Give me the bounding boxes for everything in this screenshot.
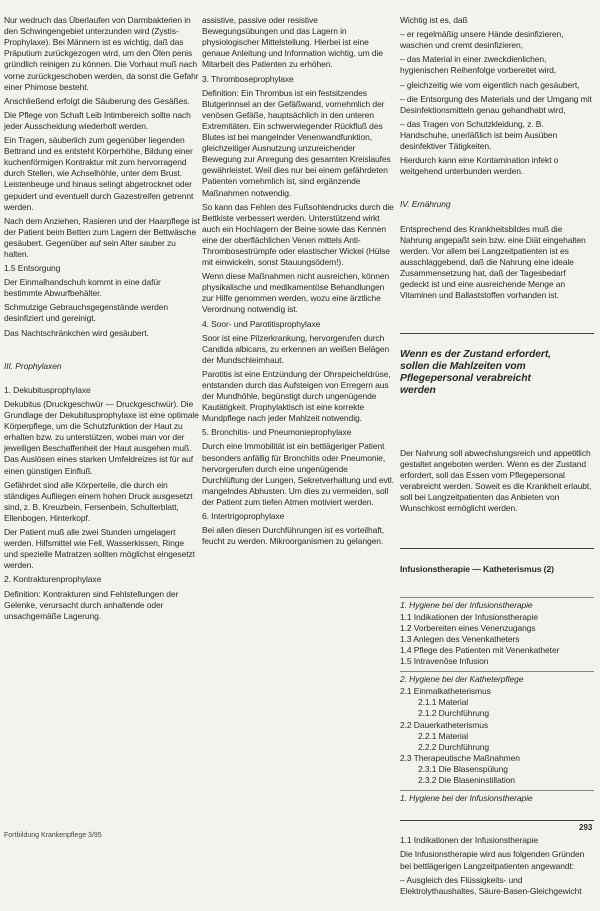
paragraph: Wenn diese Maßnahmen nicht ausreichen, können physikalische und medikamentöse Behandlungen zur Hilfe genommen werden, wozu eine ärztliche Verordnung notwendig ist.: [202, 271, 390, 315]
paragraph: 5. Bronchitis- und Pneumonieprophylaxe: [202, 427, 352, 438]
paragraph: – die Entsorgung des Materials und der Umgang mit Desinfektionsmitteln genau gehandhabt wird,: [400, 93, 592, 115]
paragraph: Die Pflege von Schaft Leib Intimbereich sollte nach jeder Ausscheidung wiederholt werden.: [4, 109, 191, 131]
contents-section-heading: 1. Hygiene bei der Infusionstherapie: [400, 597, 594, 611]
column-left: [4, 4, 200, 636]
paragraph: 6. Intertrigoprophylaxe: [202, 511, 285, 522]
contents-section-heading: 1. Hygiene bei der Infusionstherapie: [400, 790, 594, 804]
column-middle: [202, 4, 394, 561]
paragraph: Ein Tragen, säuberlich zum gegenüber liegenden Bettrand und es entsteht Körperhöhe, Bildung einer kuchenförmigen Kontraktur mit zum hervorragend durch Stellen, wie Achselhöhle, unter dem Brust. Leistenbeuge und hinaus selingt abgetrocknet oder gepudert und eventuell durch Gazestreifen getrennt werden.: [4, 135, 194, 212]
paragraph: Schmutzige Gebrauchsgegenstände werden desinfiziert und gereinigt.: [4, 302, 168, 324]
paragraph: So kann das Fehlen des Fußsohlendrucks durch die Bettkiste verbessert werden. Unterstützend wirkt auch ein Hochlagern der Beine sowie das Kennen eine der oberflächlichen Venen mittels Anti-Thrombosestrümpfe oder elastischer Wickel (Hülse mit einwickeln, sonst Stauungsödem!).: [202, 201, 394, 268]
paragraph: 2. Kontrakturenprophylaxe: [4, 574, 102, 585]
paragraph: Hierdurch kann eine Kontamination infekt o weitgehend unterbunden werden.: [400, 155, 559, 177]
contents-item: 2.3.1 Die Blasenspülung: [418, 763, 508, 774]
paragraph: – das Material in einer zweckdienlichen, hygienischen Reihenfolge vorbereitet wird,: [400, 54, 556, 76]
contents-item: 2.3.2 Die Blaseninstillation: [418, 774, 515, 785]
paragraph: Der Nahrung soll abwechslungsreich und appetitlich gestaltet angeboten werden. Wenn es der Zustand erfordert, soll das Essen vom Pflegepersonal verabreicht werden. Soweit es die Krankheit erlaubt, soll bei Langzeitpatienten das Anbieten von Wunschkost ermöglicht werden.: [400, 447, 592, 514]
contents-item: 2.3 Therapeutische Maßnahmen: [400, 752, 520, 763]
paragraph: Parotitis ist eine Entzündung der Ohrspeicheldrüse, entstanden durch das Aufsteigen von Erregern aus der Mundhöhle, begünstigt durch ungenügende Kautätigkeit. Prophylaktisch ist eine korrekte Mundpflege nach jeder Mahlzeit notwendig.: [202, 368, 391, 424]
column-right: [400, 4, 594, 911]
page-number: 293: [579, 823, 593, 832]
paragraph: 4. Soor- und Parotitisprophylaxe: [202, 318, 321, 329]
paragraph: 3. Thromboseprophylaxe: [202, 73, 294, 84]
paragraph: Gefährdet sind alle Körperteile, die durch ein ständiges Aufliegen einem hohen Druck ausgesetzt sind, z. B. Kreuzbein, Fersenbein, Schulterblatt, Ellenbogen, Hinterkopf.: [4, 479, 193, 523]
paragraph: 1.5 Entsorgung: [4, 263, 61, 274]
contents-item: 2.1 Einmalkatheterismus: [400, 686, 491, 697]
paragraph: Nach dem Anziehen, Rasieren und der Haarpflege ist der Patient beim Betten zum Lagern der Bettwäsche gesäubert. Gegenüber auf sein Alter sauber zu halten.: [4, 215, 200, 259]
paragraph: Anschließend erfolgt die Säuberung des Gesäßes.: [4, 95, 190, 106]
paragraph: assistive, passive oder resistive Bewegungsübungen und das Lagern in physiologischer Mittelstellung. Hierbei ist eine genaue Anleitung und Information wichtig, um die Mitarbeit des Patienten zu erhöhen.: [202, 15, 383, 70]
paragraph: Definition: Ein Thrombus ist ein festsitzendes Blutgerinnsel an der Gefäßwand, vornehmlich der venösen Gefäße, hauptsächlich in den unteren Extremitäten. Ein schwerwiegender Rückfluß des Blutes ist bei mangelnder Venenwandfunktion, gleichzeitiger Ausnutzung unzureichender Bewegung zur Anregung des gesamten Kreislaufes gewährleistet. Weil dies nur bei einem gefährdeten Patienten vornehmlich ist, sind ergänzende Maßnahmen notwendig.: [202, 87, 391, 198]
paragraph: Soor ist eine Pilzerkrankung, hervorgerufen durch Candida albicans, zu erkennen an weißen Belägen der Mundschleimhaut.: [202, 332, 390, 365]
contents-item: 2.1.1 Material: [418, 697, 469, 708]
paragraph: Entsprechend des Krankheitsbildes muß die Nahrung angepaßt sein bzw. eine Diät eingehalten werden. Vor allem bei Langzeitpatienten ist es ausschlaggebend, daß die Nahrung eine ideale Zusammensetzung hat, daß der Tagesbedarf gedeckt ist und eine ausreichende Menge an Vitaminen und Ballaststoffen vorhanden ist.: [400, 223, 586, 301]
paragraph: – Ausgleich des Flüssigkeits- und Elektrolythaushaltes, Säure-Basen-Gleichgewicht: [400, 874, 582, 896]
paragraph: Dekubitus (Druckgeschwür — Druckgeschwür). Die Grundlage der Dekubitusprophylaxe ist eine optimale Körperpflege, um die Schutzfunktion der Haut zu erhalten bzw. zu unterstützen, wobei man vor der jeweiligen Beschaffenheit der Haut ausgehen muß. Das Auslösen eines starken Umfeldreizes ist für auf einen günstigen Einfluß.: [4, 399, 199, 476]
paragraph: Die Infusionstherapie wird aus folgenden Gründen bei bettlägerigen Langzeitpatienten angewandt:: [400, 849, 585, 871]
contents-item: 1.4 Pflege des Patienten mit Venenkatheter: [400, 644, 560, 655]
contents-item: 1.2 Vorbereiten eines Venenzugangs: [400, 622, 536, 633]
pull-quote: [400, 333, 594, 414]
paragraph: Der Patient muß alle zwei Stunden umgelagert werden. Hilfsmittel wie Fell, Wasserkissen, Ringe und spezielle Matratzen sollten möglichst eingesetzt werden.: [4, 527, 195, 571]
paragraph: 1. Dekubitusprophylaxe: [4, 384, 91, 395]
contents-item: 2.2.1 Material: [418, 730, 469, 741]
paragraph: Wichtig ist es, daß: [400, 15, 468, 26]
section-heading-ernaehrung: IV. Ernährung: [400, 199, 451, 210]
paragraph: Durch eine Immobilität ist ein bettlägeriger Patient besonders anfällig für Bronchitis oder Pneumonie, hervorgerufen durch eine ungenügende Durchlüftung der Lungen, Sekretverhaltung und evtl. mangelndes Abhusten. Um dies zu vermeiden, soll der Patient zum tiefen Atmen motiviert werden.: [202, 441, 394, 507]
contents-item: 1.1 Indikationen der Infusionstherapie: [400, 611, 538, 622]
paragraph: Nur wedruch das Überlaufen von Darmbakterien in den Schwingengebiet unterzunden wird (Zystis-Prophylaxe). Bei Männern ist es wichtig, daß das Präputium zurückgezogen wird, um den Ölen penis gründlich reinigen zu können. Die Vorhaut muß nach vorne zurückgeschoben werden, da sonst die Gefahr einer Phimose besteht.: [4, 15, 199, 92]
contents-item: 2.2.2 Durchführung: [418, 741, 489, 752]
footer-text: Fortbildung Krankenpflege 3/95: [4, 832, 102, 839]
paragraph: Bei allen diesen Durchführungen ist es vorteilhaft, feucht zu werden. Mikroorganismen zu gelangen.: [202, 525, 385, 547]
paragraph: Der Einmalhandschuh kommt in eine dafür bestimmte Abwurfbehälter.: [4, 277, 161, 299]
paragraph: 1.1 Indikationen der Infusionstherapie: [400, 835, 538, 846]
contents-item: 2.2 Dauerkatheterismus: [400, 719, 489, 730]
contents-box: [400, 548, 594, 821]
paragraph: – das Tragen von Schutzkleidung, z. B. Handschuhe, unerläßlich ist beim Ausüben desinfektiver Tätigkeiten.: [400, 118, 558, 152]
pull-quote-text: Wenn es der Zustand erfordert, sollen die Mahlzeiten vom Pflegepersonal verabreicht werden: [400, 349, 551, 397]
contents-item: 1.3 Anlegen des Venenkatheters: [400, 633, 520, 644]
section-heading-prophylaxen: III. Prophylaxen: [4, 360, 62, 371]
paragraph: – er regelmäßig unsere Hände desinfizieren, waschen und cremt desinfizieren,: [400, 29, 564, 51]
contents-section-heading: 2. Hygiene bei der Katheterpflege: [400, 671, 594, 685]
contents-item: 1.5 Intravenöse Infusion: [400, 656, 489, 667]
contents-box-title: Infusionstherapie — Katheterismus (2): [400, 564, 554, 575]
paragraph: Definition: Kontrakturen sind Fehlstellungen der Gelenke, verursacht durch anhaltende oder unsachgemäße Lagerung.: [4, 588, 179, 621]
paragraph: Das Nachtschränkchen wird gesäubert.: [4, 327, 149, 338]
paragraph: – gleichzeitig wie vom eigentlich nach gesäubert,: [400, 79, 580, 90]
contents-item: 2.1.2 Durchführung: [418, 708, 489, 719]
